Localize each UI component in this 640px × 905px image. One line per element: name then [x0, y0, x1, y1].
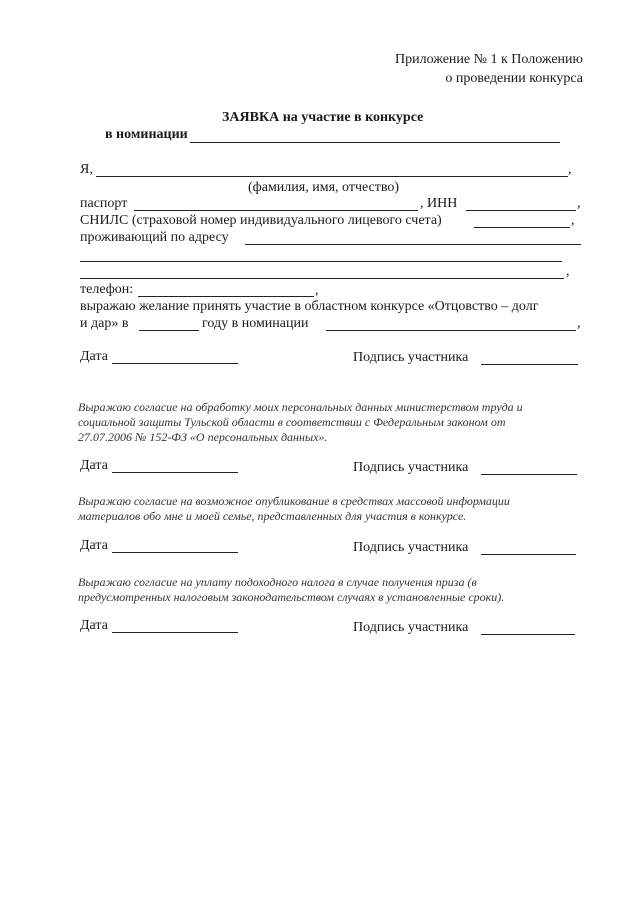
date-field[interactable]	[112, 472, 238, 473]
appendix-line-2: о проведении конкурса	[445, 71, 583, 86]
inn-label: , ИНН	[420, 196, 458, 211]
signature-field[interactable]	[481, 364, 578, 365]
date-field[interactable]	[112, 363, 238, 364]
address-field-1[interactable]	[245, 244, 581, 245]
date-label: Дата	[80, 349, 108, 364]
passport-label: паспорт	[80, 196, 128, 211]
appendix-line-1: Приложение № 1 к Положению	[394, 52, 583, 67]
date-label: Дата	[80, 538, 108, 553]
nomination-field[interactable]	[190, 142, 560, 143]
consent-2-line-1: Выражаю согласие на возможное опубликование в средствах массовой информации	[78, 494, 510, 508]
consent-1-line-2: социальной защиты Тульской области в соответствии с Федеральным законом от	[78, 415, 506, 429]
year-field[interactable]	[139, 330, 199, 331]
page-title: ЗАЯВКА на участие в конкурсе	[222, 110, 424, 125]
date-field[interactable]	[112, 552, 238, 553]
fio-comma: ,	[568, 162, 572, 177]
address-field-3[interactable]	[80, 278, 564, 279]
nomination-label: в номинации	[105, 127, 188, 142]
date-label: Дата	[80, 458, 108, 473]
consent-1-line-3: 27.07.2006 № 152-ФЗ «О персональных данных».	[78, 430, 328, 444]
year-label: году в номинации	[202, 316, 309, 331]
phone-field[interactable]	[138, 296, 314, 297]
inn-comma: ,	[577, 196, 581, 211]
snils-comma: ,	[571, 213, 575, 228]
date-field[interactable]	[112, 632, 238, 633]
signature-label: Подпись участника	[353, 460, 469, 475]
signature-label: Подпись участника	[353, 540, 469, 555]
address-comma: ,	[566, 264, 570, 279]
consent-3-line-1: Выражаю согласие на уплату подоходного налога в случае получения приза (в	[78, 575, 477, 589]
consent-2-line-2: материалов обо мне и моей семье, представленных для участия в конкурсе.	[78, 509, 467, 523]
nomination-field-2[interactable]	[326, 330, 576, 331]
wish-text: выражаю желание принять участие в областном конкурсе «Отцовство – долг	[80, 299, 539, 314]
nomination-comma: ,	[577, 316, 581, 331]
signature-label: Подпись участника	[353, 620, 469, 635]
consent-1-line-1: Выражаю согласие на обработку моих персональных данных министерством труда и	[78, 400, 523, 414]
address-field-2[interactable]	[80, 261, 562, 262]
signature-label: Подпись участника	[353, 350, 469, 365]
snils-label: СНИЛС (страховой номер индивидуального лицевого счета)	[80, 213, 442, 228]
passport-field[interactable]	[134, 210, 418, 211]
ya-label: Я,	[80, 162, 93, 177]
address-label: проживающий по адресу	[80, 230, 229, 245]
fio-field[interactable]	[96, 176, 568, 177]
dar-text: и дар» в	[80, 316, 129, 331]
signature-field[interactable]	[481, 634, 575, 635]
inn-field[interactable]	[466, 210, 576, 211]
phone-comma: ,	[315, 283, 319, 298]
date-label: Дата	[80, 618, 108, 633]
fio-hint: (фамилия, имя, отчество)	[248, 180, 400, 195]
phone-label: телефон:	[80, 282, 134, 297]
consent-3-line-2: предусмотренных налоговым законодательством случаях в установленные сроки).	[78, 590, 505, 604]
snils-field[interactable]	[474, 227, 570, 228]
signature-field[interactable]	[481, 474, 577, 475]
signature-field[interactable]	[481, 554, 576, 555]
